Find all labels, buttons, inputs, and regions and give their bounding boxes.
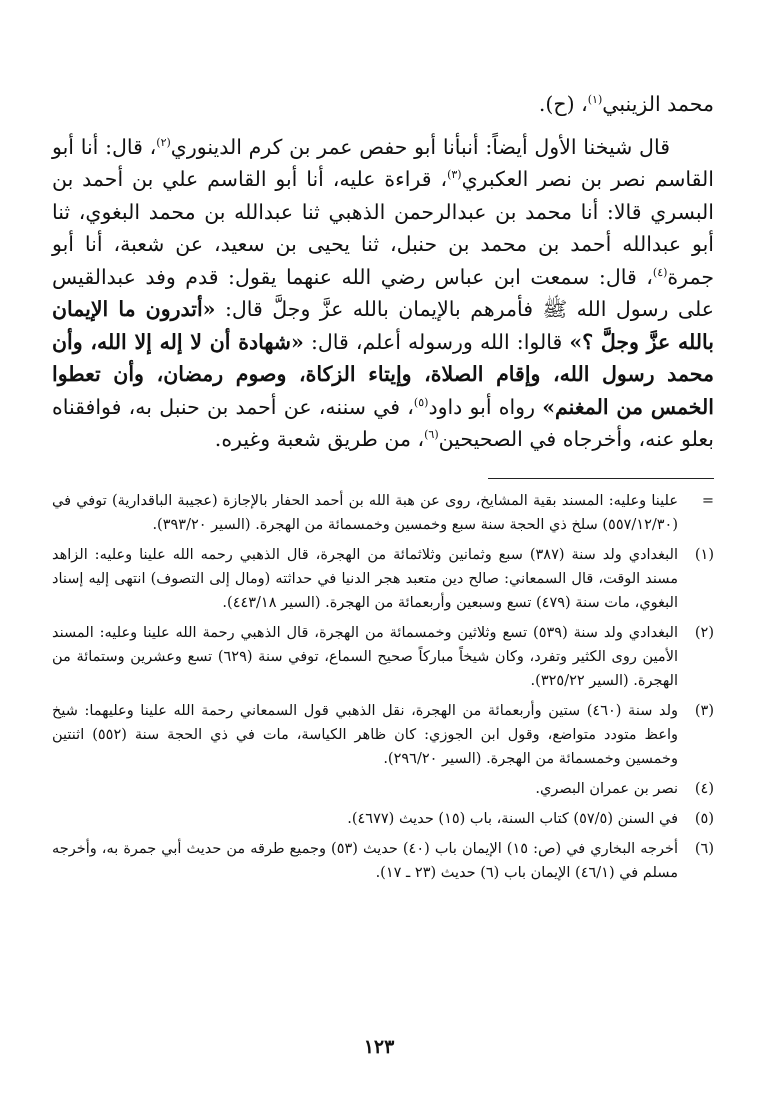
main-text (52, 88, 714, 456)
footnote-ref-6[interactable]: (٦) (424, 428, 439, 442)
footnote-marker: (١) (694, 546, 714, 563)
opening-text: محمد الزينبي (602, 92, 714, 116)
footnote-text: أخرجه البخاري في (ص: ١٥) الإيمان باب (٤٠) حديث (٥٣) وجميع طرقه من حديث أبي جمرة به، وأخرجه مسلم في (٤٦/١) الإيمان باب (٦) حديث (٢٣ ـ ١٧). (52, 840, 678, 881)
footnote-marker: = (701, 492, 714, 509)
footnote-text: في السنن (٥٧/٥) كتاب السنة، باب (١٥) حديث (٤٦٧٧). (347, 810, 678, 827)
footnotes (52, 489, 714, 885)
takhrij-text-g: ، في سننه، عن أحمد بن حنبل به، فوافقناه بعلو عنه، وأخرجاه في الصحيحين (52, 394, 714, 451)
footnote-marker: (٤) (694, 780, 714, 797)
footnote-marker: (٢) (694, 624, 714, 641)
footnote-marker: (٥) (694, 810, 714, 827)
footnote-6 (52, 837, 714, 885)
footnote-ref-2[interactable]: (٢) (156, 135, 171, 149)
footnote-ref-3[interactable]: (٣) (447, 168, 462, 182)
footnote-ref-1[interactable]: (١) (587, 93, 603, 107)
footnote-2 (52, 621, 714, 693)
footnote-5 (52, 807, 714, 831)
isnad-text-a: قال شيخنا الأول أيضاً: أنبأنا أبو حفص عمر بن كرم الدينوري (170, 134, 670, 159)
footnote-ref-5[interactable]: (٥) (413, 395, 429, 409)
footnote-text: نصر بن عمران البصري. (535, 780, 678, 797)
isnad-text-b: ، قال: أنا أبو القاسم نصر بن نصر العكبري (52, 134, 714, 191)
footnote-marker: (٣) (694, 702, 714, 719)
footnote-text: البغدادي ولد سنة (٣٨٧) سبع وثمانين وثلاثمائة من الهجرة، قال الذهبي رحمه الله علينا وعليه: الزاهد مسند الوقت، قال السمعاني: صالح دين متعبد هجر الدنيا في حداثته (ومال إلى التصوف) انتهى إليه إسناد البغوي، مات سنة (٤٧٩) تسع وسبعين وأربعمائة من الهجرة. (السير ٤٤٣/١٨). (52, 546, 678, 611)
footnote-1 (52, 543, 714, 615)
footnote-4 (52, 777, 714, 801)
footnote-3 (52, 699, 714, 771)
footnote-text: البغدادي ولد سنة (٥٣٩) تسع وثلاثين وخمسمائة من الهجرة، قال الذهبي رحمة الله علينا وعليه: المسند الأمين روى الكثير وتفرد، وكان شيخاً مباركاً صحيح السماع، توفي سنة (٦٢٩) تسع وعشرين وستمائة من الهجرة. (السير ٣٢٥/٢٢). (52, 624, 679, 689)
footnote-divider (488, 478, 714, 479)
takhrij-text-f: رواه أبو داود (428, 394, 535, 419)
matn-text-d: ، قال: سمعت ابن عباس رضي الله عنهما يقول: قدم وفد عبدالقيس على رسول الله ﷺ فأمرهم بالإيمان بالله عزَّ وجلَّ قال: (52, 264, 714, 321)
footnote-ref-4[interactable]: (٤) (652, 265, 668, 279)
footnote-text: ولد سنة (٤٦٠) ستين وأربعمائة من الهجرة، نقل الذهبي قول السمعاني رحمة الله علينا وعليهما: شيخ واعظ متودد متواضع، وقول ابن الجوزي: كان ظاهر الكياسة، مات في ذي الحجة سنة (٥٥٢) اثنتين وخمسين وخمسمائة من الهجرة. (السير ٢٩٦/٢٠). (52, 702, 678, 767)
opening-tail: ، (ح). (538, 92, 588, 116)
hadith-quote-1: «أتدرون ما الإيمان بالله عزَّ وجلَّ ؟» (52, 297, 714, 354)
hadith-quote-2: «شهادة أن لا إله إلا الله، وأن محمد رسول الله، وإقام الصلاة، وإيتاء الزكاة، وصوم رمضان، وأن تعطوا الخمس من المغنم» (52, 329, 714, 419)
opening-line (52, 88, 714, 121)
matn-text-e: قالوا: الله ورسوله أعلم، قال: (310, 329, 563, 354)
takhrij-text-h: ، من طريق شعبة وغيره. (214, 427, 425, 451)
page-number: ١٢٣ (363, 1036, 395, 1058)
isnad-text-c: ، قراءة عليه، أنا أبو القاسم علي بن أحمد بن البسري قالا: أنا محمد بن عبدالرحمن الذهبي ثنا عبدالله بن محمد البغوي، ثنا أبو عبدالله أحمد بن محمد بن حنبل، ثنا يحيى بن سعيد، عن شعبة، أنا أبو جمرة (52, 167, 714, 289)
footnote-text: علينا وعليه: المسند بقية المشايخ، روى عن هبة الله بن أحمد الحفار بالإجازة (عجيبة الباقدارية) توفي في (٥٥٧/١٢/٣٠) سلخ ذي الحجة سنة سبع وخمسين وخمسمائة من الهجرة. (السير ٣٩٣/٢٠). (52, 492, 678, 533)
hadith-paragraph (52, 131, 714, 456)
footnote-marker: (٦) (694, 840, 714, 857)
footnote-continued (52, 489, 714, 537)
